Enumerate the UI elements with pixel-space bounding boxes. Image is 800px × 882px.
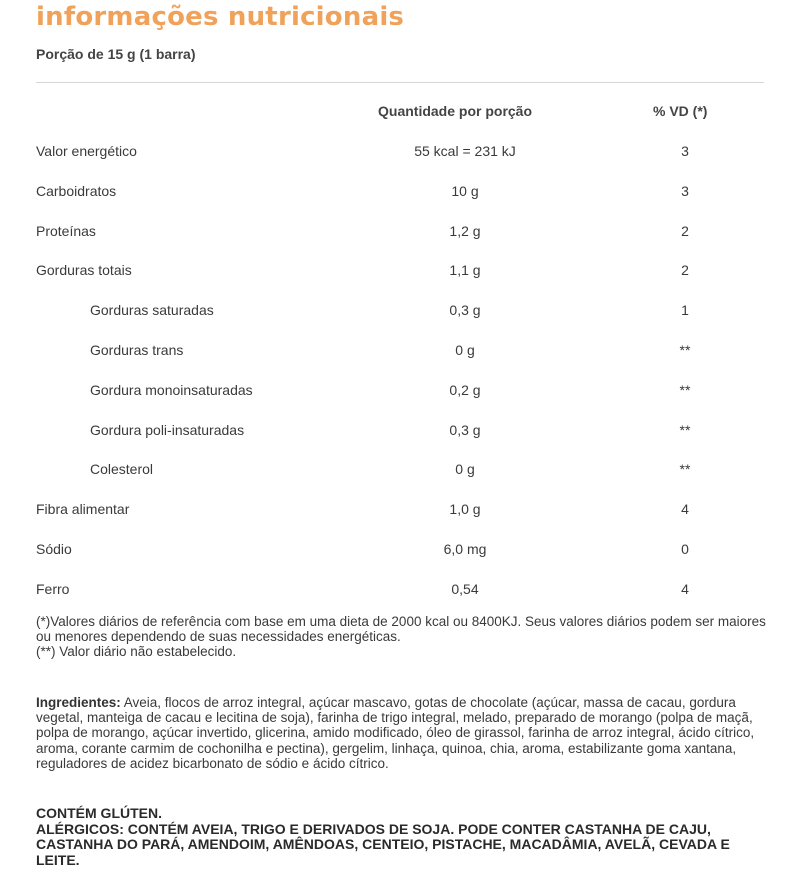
header-quantity: Quantidade por porção (378, 103, 533, 119)
nutrient-quantity: 0,2 g (449, 381, 481, 398)
table-row (0, 330, 800, 370)
nutrient-vd: ** (679, 461, 691, 478)
nutrient-vd: ** (679, 341, 691, 358)
nutrient-quantity: 0,3 g (449, 302, 481, 319)
allergens-section (36, 806, 766, 868)
ingredients-label: Ingredientes: (36, 695, 121, 710)
nutrient-name: Gordura poli-insaturadas (90, 421, 245, 438)
nutrient-name: Proteínas (36, 222, 96, 239)
nutrient-vd: ** (679, 421, 691, 438)
nutrient-quantity: 6,0 mg (443, 540, 487, 557)
nutrient-quantity: 0 g (455, 461, 475, 478)
nutrient-name: Carboidratos (36, 182, 117, 199)
table-row (0, 290, 800, 330)
nutrient-name: Gorduras saturadas (90, 302, 214, 319)
footnote-reference-values: (*)Valores diários de referência com base em uma dieta de 2000 kcal ou 8400KJ. Seus valores diários podem ser maiores ou menores dependendo de suas necessidades energéticas. (36, 614, 766, 644)
nutrient-name: Gordura monoinsaturadas (90, 381, 253, 398)
table-row (0, 171, 800, 211)
nutrient-name: Sódio (36, 540, 72, 557)
nutrient-vd: 4 (681, 501, 689, 518)
table-row (0, 410, 800, 450)
nutrient-name: Gorduras totais (36, 262, 132, 279)
nutrient-quantity: 1,1 g (449, 262, 481, 279)
nutrient-vd: 0 (681, 540, 689, 557)
table-row (0, 529, 800, 569)
nutrition-table (0, 131, 800, 609)
nutrient-quantity: 10 g (451, 182, 479, 199)
nutrient-quantity: 0,54 (451, 580, 479, 597)
gluten-warning: CONTÉM GLÚTEN. (36, 805, 162, 821)
nutrient-vd: 2 (681, 262, 689, 279)
nutrient-name: Ferro (36, 580, 70, 597)
nutrient-name: Gorduras trans (90, 341, 184, 358)
nutrient-name: Fibra alimentar (36, 501, 130, 518)
table-row (0, 250, 800, 290)
table-row (0, 131, 800, 171)
nutrient-vd: ** (679, 381, 691, 398)
allergens-warning: ALÉRGICOS: CONTÉM AVEIA, TRIGO E DERIVADOS DE SOJA. PODE CONTER CASTANHA DE CAJU, CASTANHA DO PARÁ, AMENDOIM, AMÊNDOAS, CENTEIO, PISTACHE, MACADÂMIA, AVELÃ, CEVADA E LEITE. (36, 820, 730, 868)
nutrient-name: Valor energético (36, 143, 137, 159)
portion-size: Porção de 15 g (1 barra) (36, 46, 196, 62)
footnotes (36, 614, 766, 659)
footnote-not-established: (**) Valor diário não estabelecido. (36, 644, 237, 659)
nutrient-quantity: 0,3 g (449, 421, 481, 438)
ingredients-section (36, 695, 766, 771)
nutrient-vd: 1 (681, 302, 689, 319)
page-title: informações nutricionais (36, 2, 405, 32)
nutrient-name: Colesterol (90, 461, 154, 478)
divider (36, 82, 764, 83)
nutrient-vd: 3 (681, 182, 689, 199)
nutrient-vd: 3 (681, 143, 689, 159)
nutrient-vd: 2 (681, 222, 689, 239)
nutrient-vd: 4 (681, 580, 689, 597)
nutrient-quantity: 1,0 g (449, 501, 481, 518)
table-row (0, 449, 800, 489)
table-row (0, 489, 800, 529)
table-row (0, 569, 800, 609)
nutrient-quantity: 1,2 g (449, 222, 481, 239)
header-vd: % VD (*) (653, 103, 708, 119)
table-row (0, 370, 800, 410)
nutrient-quantity: 0 g (455, 341, 475, 358)
nutrient-quantity: 55 kcal = 231 kJ (414, 143, 516, 159)
ingredients-text: Aveia, flocos de arroz integral, açúcar mascavo, gotas de chocolate (açúcar, massa de cacau, gordura vegetal, manteiga de cacau e lecitina de soja), farinha de trigo integral, melado, preparado de morango (polpa de maçã, polpa de morango, açúcar invertido, glicerina, amido modificado, óleo de girassol, farinha de arroz integral, ácido cítrico, aroma, corante carmim de cochonilha e pectina), gergelim, linhaça, quinoa, chia, aroma, estabilizante goma xantana, reguladores de acidez bicarbonato de sódio e ácido cítrico. (36, 695, 755, 771)
table-row (0, 211, 800, 251)
